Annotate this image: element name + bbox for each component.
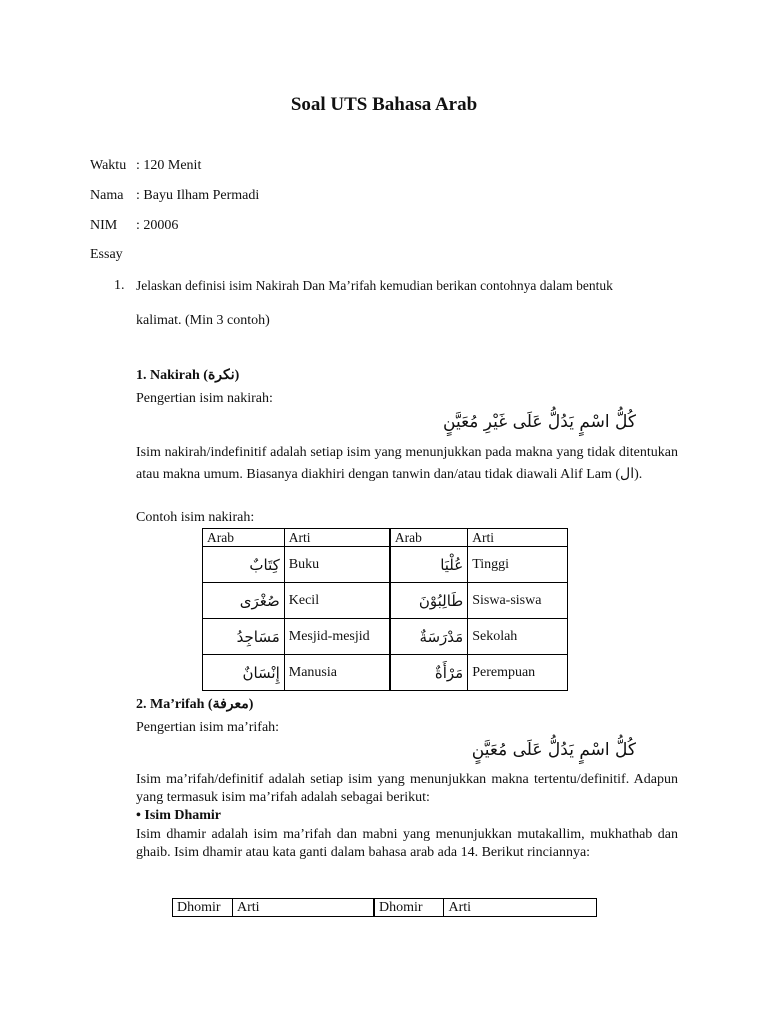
question-line-2: kalimat. (Min 3 contoh)	[136, 313, 270, 328]
marifah-heading: 2. Ma’rifah (معرفة)	[136, 697, 254, 712]
arti-cell: Perempuan	[468, 655, 568, 691]
arti-cell: Tinggi	[468, 547, 568, 583]
header-arti-1: Arti	[232, 899, 374, 917]
arti-cell: Kecil	[284, 583, 390, 619]
nakirah-paragraph: Isim nakirah/indefinitif adalah setiap isim yang menunjukkan pada makna yang tidak ditentukan atau makna umum. Biasanya diakhiri dengan tanwin dan/atau tidak diawali Alif Lam (ال).	[136, 445, 678, 482]
nakirah-pengertian: Pengertian isim nakirah:	[136, 391, 273, 406]
question-line-1: Jelaskan definisi isim Nakirah Dan Ma’rifah kemudian berikan contohnya dalam bentuk	[136, 278, 613, 293]
arab-cell: صُغْرَى	[203, 583, 285, 619]
nama-value: : Bayu Ilham Permadi	[136, 188, 260, 203]
marifah-paragraph: Isim ma’rifah/definitif adalah setiap isim yang menunjukkan makna tertentu/definitif. Adapun yang termasuk isim ma’rifah adalah sebagai berikut:	[136, 772, 678, 805]
arab-cell: إِنْسَانٌ	[203, 655, 285, 691]
dhamir-heading: • Isim Dhamir	[136, 808, 222, 823]
header-dhomir-1: Dhomir	[173, 899, 233, 917]
table-header-row	[203, 529, 568, 547]
section-label: Essay	[90, 247, 123, 262]
arti-cell: Buku	[284, 547, 390, 583]
arab-cell: مَرْأَةٌ	[390, 655, 468, 691]
arti-cell: Manusia	[284, 655, 390, 691]
header-arti-2: Arti	[444, 899, 597, 917]
dhamir-paragraph: Isim dhamir adalah isim ma’rifah dan mabni yang menunjukkan mutakallim, mukhathab dan ghaib. Isim dhamir atau kata ganti dalam bahasa arab ada 14. Berikut rinciannya:	[136, 827, 678, 860]
question-number: 1.	[114, 278, 125, 293]
nama-label: Nama	[90, 188, 124, 203]
arab-cell: كِتَابٌ	[203, 547, 285, 583]
nim-value: : 20006	[136, 218, 179, 233]
arti-cell: Sekolah	[468, 619, 568, 655]
marifah-arabic-rule: كُلُّ اسْمٍ يَدُلُّ عَلَى مُعَيَّنٍ	[471, 740, 636, 760]
table-row	[203, 583, 568, 619]
nakirah-heading: 1. Nakirah (نكرة)	[136, 368, 240, 383]
marifah-pengertian: Pengertian isim ma’rifah:	[136, 720, 280, 735]
nama-line	[90, 188, 259, 204]
arti-cell: Siswa-siswa	[468, 583, 568, 619]
page-title: Soal UTS Bahasa Arab	[290, 94, 478, 115]
header-dhomir-2: Dhomir	[374, 899, 444, 917]
arab-cell: عُلْيَا	[390, 547, 468, 583]
header-arti-2: Arti	[468, 529, 568, 547]
nim-line	[90, 218, 178, 234]
table-row	[203, 547, 568, 583]
waktu-value: : 120 Menit	[136, 158, 202, 173]
arab-cell: مَدْرَسَةٌ	[390, 619, 468, 655]
dhomir-table	[172, 898, 597, 917]
waktu-line	[90, 158, 201, 174]
nakirah-contoh-label: Contoh isim nakirah:	[136, 510, 255, 525]
nim-label: NIM	[90, 218, 118, 233]
header-arab-2: Arab	[390, 529, 468, 547]
table-row	[203, 619, 568, 655]
table-header-row	[173, 899, 597, 917]
nakirah-arabic-rule: كُلُّ اسْمٍ يَدُلُّ عَلَى غَيْرِ مُعَيَّنٍ	[443, 412, 636, 432]
table-row	[203, 655, 568, 691]
header-arab-1: Arab	[203, 529, 285, 547]
header-arti-1: Arti	[284, 529, 390, 547]
arti-cell: Mesjid-mesjid	[284, 619, 390, 655]
waktu-label: Waktu	[90, 158, 127, 173]
arab-cell: مَسَاجِدُ	[203, 619, 285, 655]
arab-cell: طَالِبُوْنَ	[390, 583, 468, 619]
nakirah-table	[202, 528, 568, 691]
